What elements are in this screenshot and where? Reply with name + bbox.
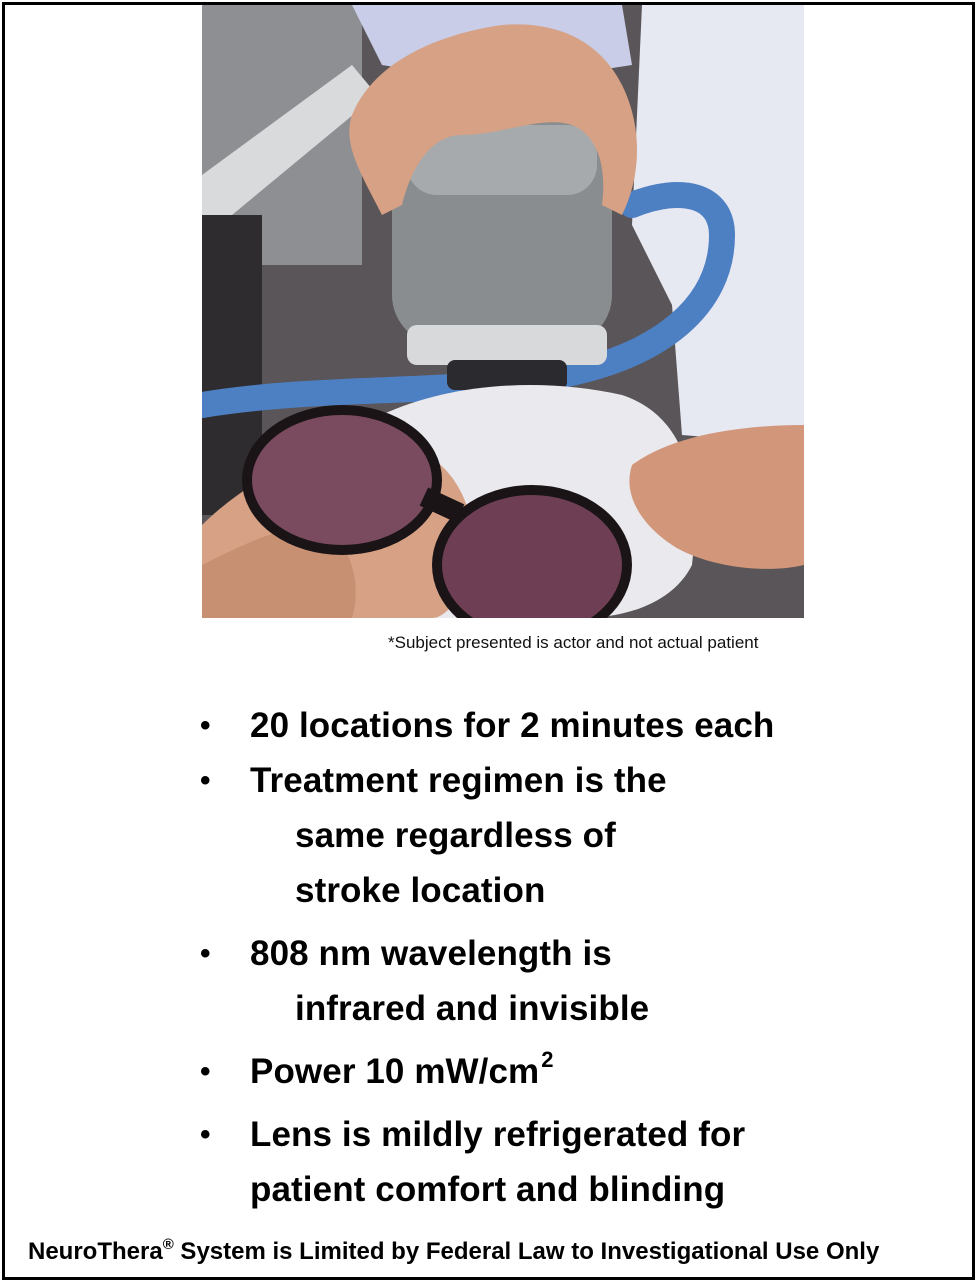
treatment-photo xyxy=(202,5,804,618)
bullet-marker: • xyxy=(200,1055,211,1088)
power-text: Power 10 mW/cm xyxy=(250,1052,540,1091)
bullet-marker: • xyxy=(200,764,211,797)
bullet-2-line-3: stroke location xyxy=(295,871,546,910)
bullet-2-line-2: same regardless of xyxy=(295,816,616,855)
bullet-4-line-1 xyxy=(250,1047,554,1092)
bullet-3-line-2: infrared and invisible xyxy=(295,989,650,1028)
bullet-2-line-1: Treatment regimen is the xyxy=(250,761,667,800)
footer-brand: NeuroThera xyxy=(28,1238,163,1265)
bullet-marker: • xyxy=(200,1118,211,1151)
photo-illustration xyxy=(202,5,804,618)
bullet-3-line-1: 808 nm wavelength is xyxy=(250,934,612,973)
bullet-5-line-1: Lens is mildly refrigerated for xyxy=(250,1115,746,1154)
photo-caption: *Subject presented is actor and not actual patient xyxy=(388,633,759,652)
bullet-5-line-2: patient comfort and blinding xyxy=(250,1170,726,1209)
bullet-marker: • xyxy=(200,937,211,970)
footer-disclaimer xyxy=(28,1238,879,1266)
footer-text: System is Limited by Federal Law to Investigational Use Only xyxy=(173,1238,880,1265)
registered-mark: ® xyxy=(162,1236,174,1253)
bullet-marker: • xyxy=(200,709,211,742)
bullet-1-line-1: 20 locations for 2 minutes each xyxy=(250,706,775,745)
power-superscript: 2 xyxy=(541,1047,554,1072)
